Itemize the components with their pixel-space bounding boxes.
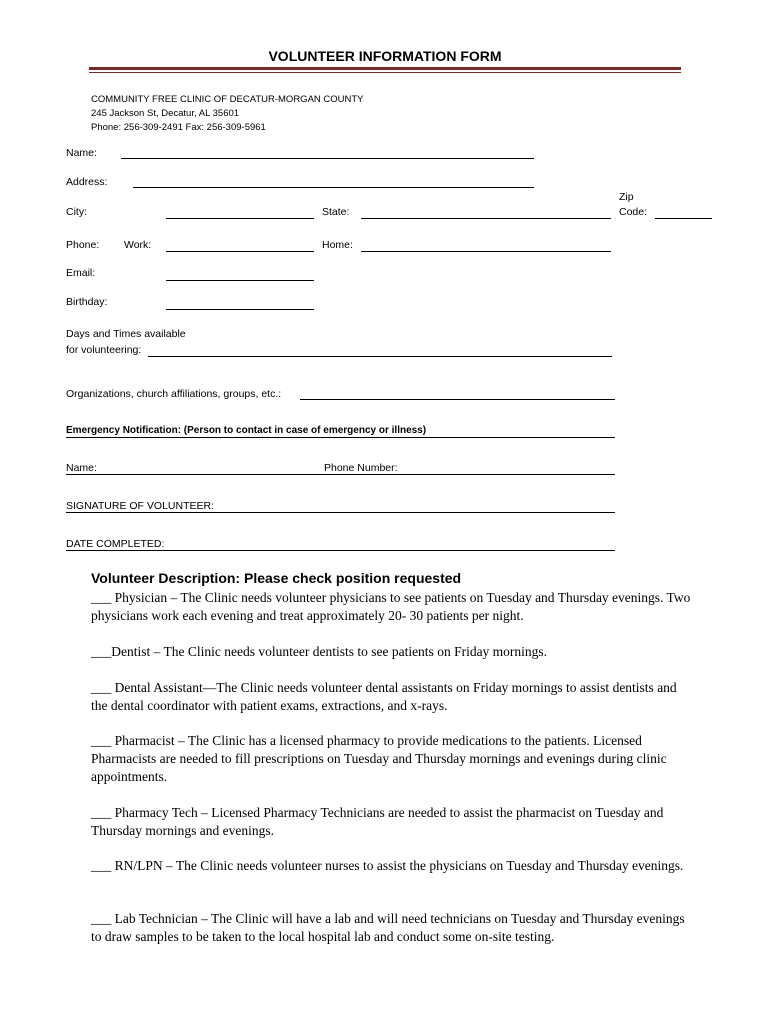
emergency-name-label: Name: [66,462,97,474]
position-pharmacist[interactable]: ___ Pharmacist – The Clinic has a licensed pharmacy to provide medications to the patients. Licensed Pharmacists are needed to fill prescriptions on Tuesday and Thursday mornings and evenings during clinic appointments. [91,733,667,784]
org-address: 245 Jackson St, Decatur, AL 35601 [91,108,240,119]
availability-label-1: Days and Times available [66,328,186,340]
emergency-contact-field[interactable] [66,474,615,475]
position-rn-lpn[interactable]: ___ RN/LPN – The Clinic needs volunteer nurses to assist the physicians on Tuesday and Thursday evenings. [91,858,684,873]
position-dental-assistant[interactable]: ___ Dental Assistant—The Clinic needs volunteer dental assistants on Friday mornings to assist dentists and the dental coordinator with patient exams, extractions, and x-rays. [91,680,677,713]
availability-field[interactable] [148,356,612,357]
email-label: Email: [66,267,96,279]
phone-label: Phone: [66,239,100,251]
address-field[interactable] [133,187,534,188]
zip-field[interactable] [655,218,712,219]
position-lab-technician[interactable]: ___ Lab Technician – The Clinic will have a lab and will need technicians on Tuesday and Thursday evenings to draw samples to be taken to the local hospital lab and conduct some on-site testing. [91,911,685,944]
signature-label: SIGNATURE OF VOLUNTEER: [66,500,214,512]
position-pharmacy-tech[interactable]: ___ Pharmacy Tech – Licensed Pharmacy Technicians are needed to assist the pharmacist on Tuesday and Thursday mornings and evenings. [91,805,664,838]
zip-label-top: Zip [619,191,634,203]
title-rule-thick [89,67,681,70]
position-dentist[interactable]: ___Dentist – The Clinic needs volunteer dentists to see patients on Friday mornings. [91,644,548,659]
birthday-label: Birthday: [66,296,108,308]
title-rule-thin [89,72,681,73]
home-phone-field[interactable] [361,251,611,252]
emergency-rule [66,437,615,438]
org-contact: Phone: 256-309-2491 Fax: 256-309-5961 [91,122,266,133]
zip-label-bottom: Code: [619,206,648,218]
organizations-label: Organizations, church affiliations, groups, etc.: [66,388,282,400]
city-label: City: [66,206,87,218]
availability-label-2: for volunteering: [66,344,142,356]
name-field[interactable] [121,158,534,159]
form-title: VOLUNTEER INFORMATION FORM [268,48,502,64]
home-label: Home: [322,239,353,251]
city-field[interactable] [166,218,314,219]
organizations-field[interactable] [300,399,615,400]
birthday-field[interactable] [166,309,314,310]
work-phone-field[interactable] [166,251,314,252]
email-field[interactable] [166,280,314,281]
org-name: COMMUNITY FREE CLINIC OF DECATUR-MORGAN COUNTY [91,94,364,105]
name-label: Name: [66,147,97,159]
emergency-heading: Emergency Notification: (Person to contact in case of emergency or illness) [66,425,427,436]
signature-field[interactable] [66,512,615,513]
work-label: Work: [124,239,152,251]
description-heading: Volunteer Description: Please check position requested [91,570,462,586]
emergency-phone-label: Phone Number: [324,462,398,474]
date-completed-field[interactable] [66,550,615,551]
position-physician[interactable]: ___ Physician – The Clinic needs volunteer physicians to see patients on Tuesday and Thursday evenings. Two physicians work each evening and treat approximately 20- 30 patients per night. [91,590,691,623]
state-label: State: [322,206,350,218]
date-completed-label: DATE COMPLETED: [66,538,165,550]
state-field[interactable] [361,218,611,219]
address-label: Address: [66,176,108,188]
